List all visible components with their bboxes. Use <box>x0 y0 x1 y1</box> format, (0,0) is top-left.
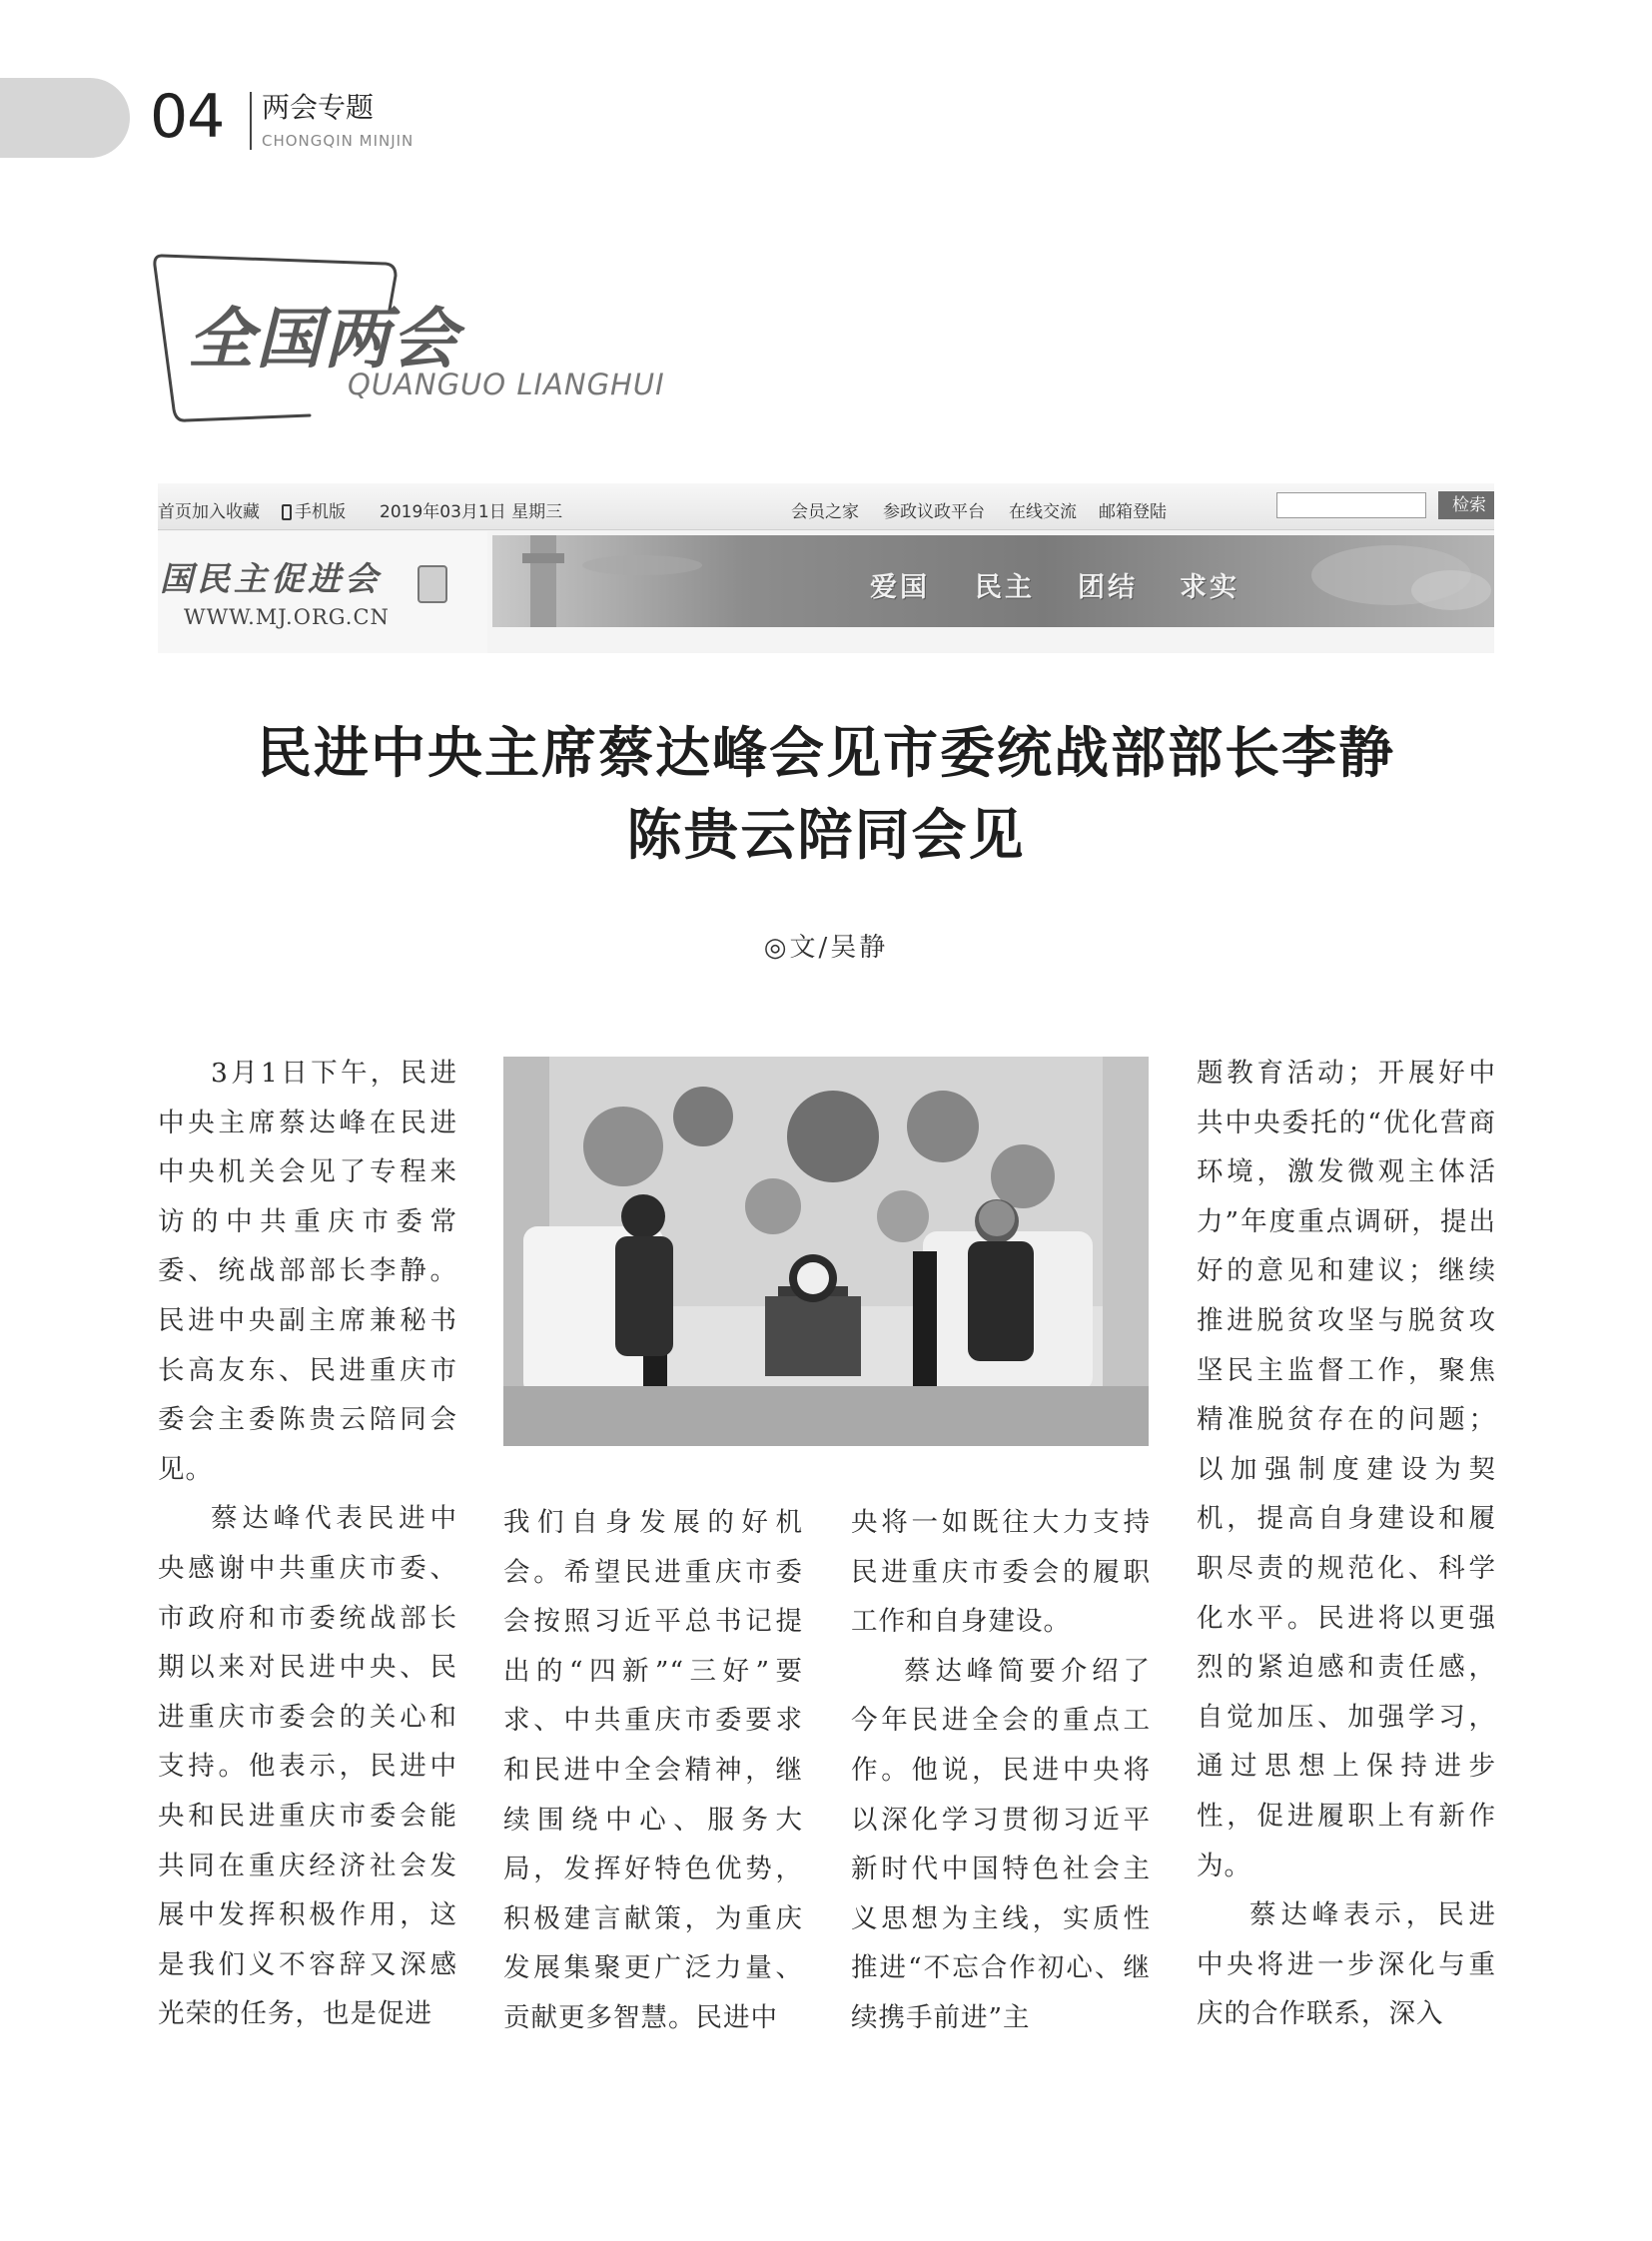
nav-mobile-link[interactable]: 手机版 <box>282 497 346 522</box>
column-logo-subtitle: QUANGUO LIANGHUI <box>348 368 665 401</box>
meeting-photo-illustration <box>503 1057 1149 1446</box>
article-column-1 <box>158 1049 457 2039</box>
nav-mail-login-link[interactable]: 邮箱登陆 <box>1099 502 1167 522</box>
page-number: 04 <box>150 82 225 152</box>
page-tab-shape <box>0 78 130 158</box>
website-logo-url: WWW.MJ.ORG.CN <box>184 605 390 629</box>
website-screenshot <box>158 483 1494 653</box>
article-paragraph: 蔡达峰代表民进中央感谢中共重庆市委、市政府和市委统战部长期以来对民进中央、民进重庆市委会的关心和支持。他表示，民进中央和民进重庆市委会能共同在重庆经济社会发展中发挥积极作用，这是我们义不容辞又深感光荣的任务，也是促进 <box>158 1503 457 2030</box>
article-paragraph: 蔡达峰简要介绍了今年民进全会的重点工作。他说，民进中央将以深化学习贯彻习近平新时代中国特色社会主义思想为主线，实质性推进“不忘合作初心、继续携手前进”主 <box>851 1655 1151 2033</box>
article-paragraph: 蔡达峰表示，民进中央将进一步深化与重庆的合作联系，深入 <box>1197 1899 1496 2030</box>
nav-members-link[interactable]: 会员之家 <box>791 502 859 522</box>
nav-policy-platform-link[interactable]: 参政议政平台 <box>883 502 985 522</box>
article-column-3 <box>851 1498 1151 2043</box>
article-title-line2: 陈贵云陪同会见 <box>626 802 1026 867</box>
section-title: 两会专题 <box>262 91 375 124</box>
meeting-photo <box>503 1057 1149 1446</box>
website-banner <box>492 535 1494 627</box>
phone-icon <box>282 504 292 520</box>
column-logo-title: 全国两会 <box>188 301 459 377</box>
header-divider <box>250 92 252 150</box>
article-paragraph: 我们自身发展的好机会。希望民进重庆市委会按照习近平总书记提出的“四新”“三好”要求、中共重庆市委要求和民进中全会精神，继续围绕中心、服务大局，发挥好特色优势，积极建言献策，为重庆发展集聚更广泛力量、贡献更多智慧。民进中 <box>503 1507 803 2033</box>
website-search-input[interactable] <box>1276 492 1426 518</box>
nav-home-link[interactable]: 首页 <box>158 502 192 522</box>
article-title-line1: 民进中央主席蔡达峰会见市委统战部部长李静 <box>256 720 1395 785</box>
banner-slogan: 求实 <box>1180 572 1239 603</box>
article-column-2 <box>503 1498 803 2043</box>
banner-slogan: 团结 <box>1078 572 1138 603</box>
nav-favorite-link[interactable]: 加入收藏 <box>192 502 260 522</box>
article-column-4 <box>1197 1049 1496 2039</box>
nav-online-link[interactable]: 在线交流 <box>1009 502 1077 522</box>
article-paragraph: 央将一如既往大力支持民进重庆市委会的履职工作和自身建设。 <box>851 1507 1151 1638</box>
website-search-button[interactable]: 检索 <box>1438 491 1494 519</box>
website-logo-text: 国民主促进会 <box>160 559 382 598</box>
section-subtitle: CHONGQIN MINJIN <box>262 132 414 150</box>
website-top-bar <box>158 483 1494 530</box>
article-paragraph: 题教育活动；开展好中共中央委托的“优化营商环境，激发微观主体活力”年度重点调研，提出好的意见和建议；继续推进脱贫攻坚与脱贫攻坚民主监督工作，聚焦精准脱贫存在的问题；以加强制度建设为契机，提高自身建设和履职尽责的规范化、科学化水平。民进将以更强烈的紧迫感和责任感，自觉加压、加强学习，通过思想上保持进步性，促进履职上有新作为。 <box>1197 1058 1496 1881</box>
website-date: 2019年03月1日 星期三 <box>380 502 563 522</box>
article-paragraph: 3月1日下午，民进中央主席蔡达峰在民进中央机关会见了专程来访的中共重庆市委常委、统战部部长李静。民进中央副主席兼秘书长高友东、民进重庆市委会主委陈贵云陪同会见。 <box>158 1058 457 1485</box>
banner-slogan: 爱国 <box>870 572 930 603</box>
seal-icon <box>417 565 447 603</box>
banner-slogan: 民主 <box>975 572 1035 603</box>
article-byline: ◎文/吴静 <box>763 933 889 963</box>
